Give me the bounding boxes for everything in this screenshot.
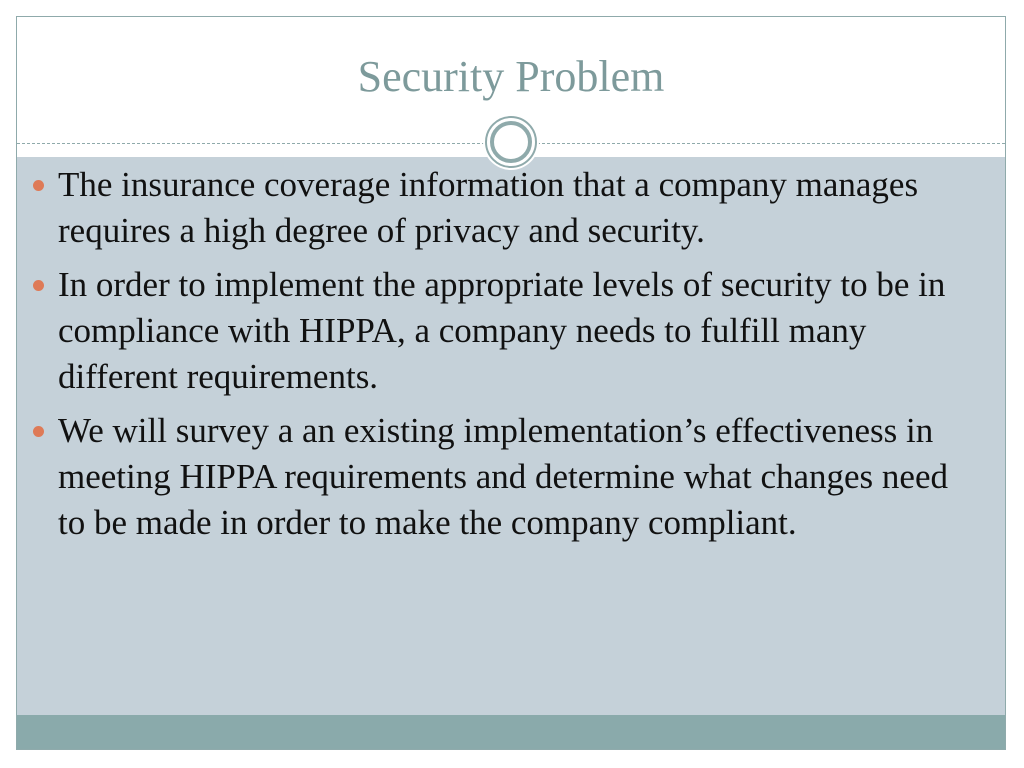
slide-title: Security Problem <box>357 52 665 101</box>
bullet-text: The insurance coverage information that a company manages requires a high degree of privacy and security. <box>58 165 919 250</box>
bullet-text: In order to implement the appropriate levels of security to be in compliance with HIPPA, a company needs to fulfill many different requirements. <box>58 265 946 396</box>
footer-bar <box>17 715 1005 749</box>
bullet-text: We will survey a an existing implementation’s effectiveness in meeting HIPPA requirements and determine what changes need to be made in order to make the company compliant. <box>58 411 948 542</box>
bullet-dot-icon <box>33 426 44 437</box>
bullet-list <box>58 162 978 554</box>
ornament-inner-ring <box>490 121 532 163</box>
bullet-dot-icon <box>33 280 44 291</box>
bullet-item <box>58 408 978 546</box>
bullet-dot-icon <box>33 180 44 191</box>
bullet-item <box>58 162 978 254</box>
bullet-item <box>58 262 978 400</box>
